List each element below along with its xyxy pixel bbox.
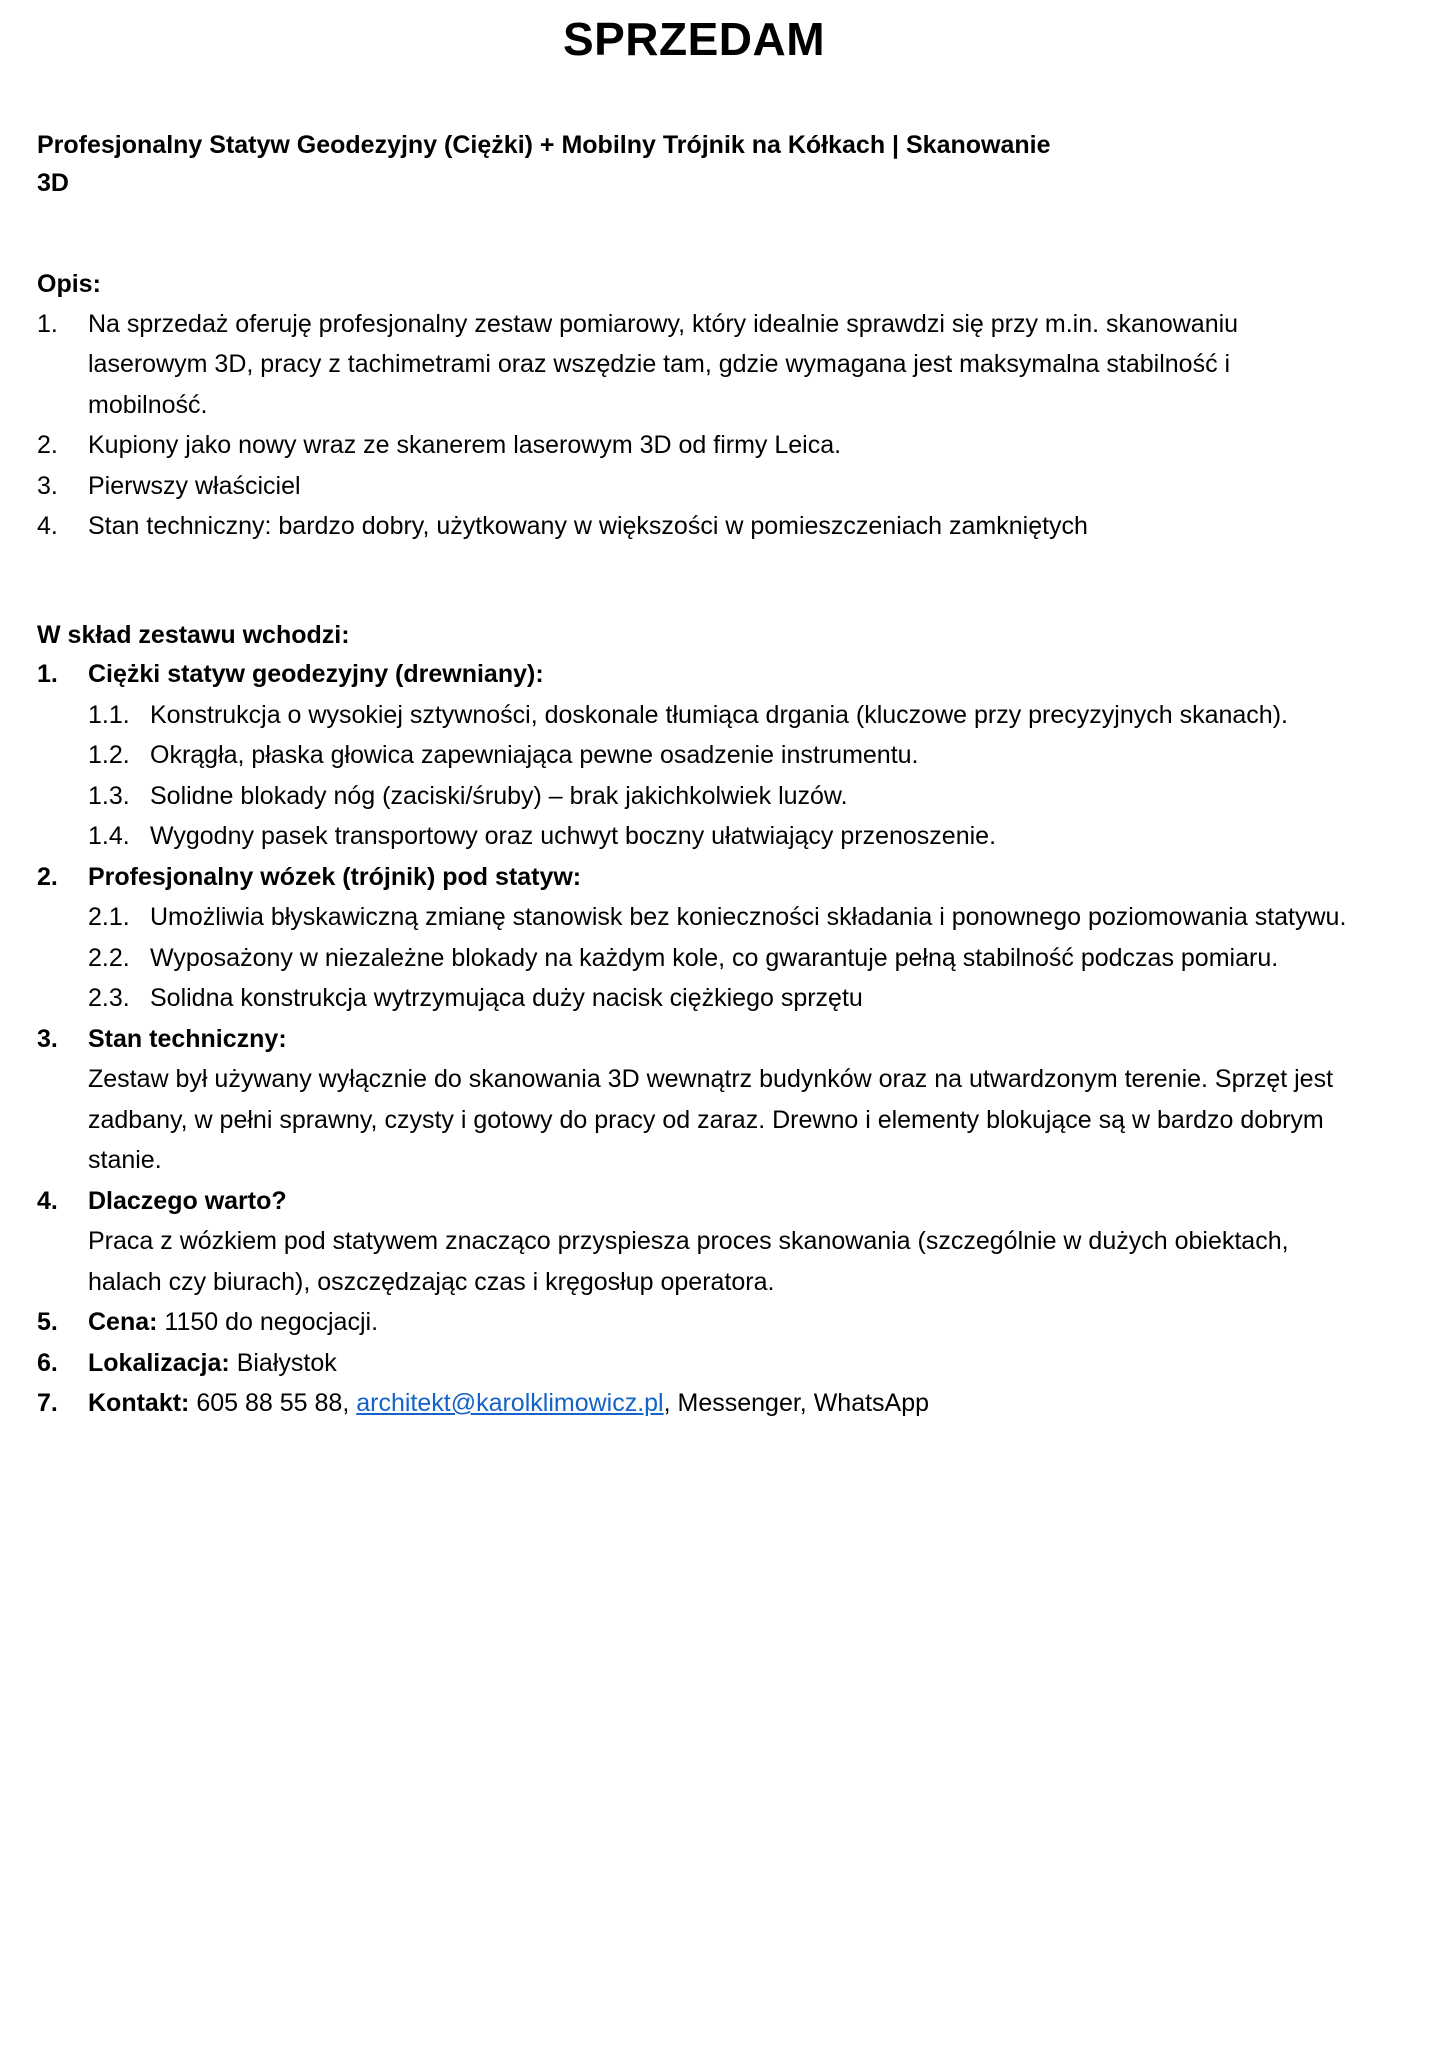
list-item-heading: Ciężki statyw geodezyjny (drewniany): — [88, 660, 544, 688]
contact-channels: , Messenger, WhatsApp — [663, 1389, 930, 1417]
list-item — [37, 1019, 1351, 1181]
location-value: Białystok — [236, 1348, 337, 1377]
list-item-heading: Profesjonalny wózek (trójnik) pod statyw: — [88, 862, 582, 891]
list-item-text: Pierwszy właściciel — [88, 471, 301, 500]
contact-email-link[interactable]: architekt@karolklimowicz.pl — [356, 1389, 664, 1417]
description-list — [37, 304, 1351, 547]
sub-list-item-text: Umożliwia błyskawiczną zmianę stanowisk bez konieczności składania i ponownego poziomowania statywu. — [150, 903, 1347, 931]
sub-list-item-text: Solidna konstrukcja wytrzymująca duży nacisk ciężkiego sprzętu — [150, 984, 863, 1012]
list-item — [37, 466, 1351, 507]
list-marker: 2. — [37, 862, 58, 891]
section-heading-description: Opis: — [37, 270, 101, 298]
list-item — [37, 857, 1351, 1019]
document-subtitle: Profesjonalny Statyw Geodezyjny (Ciężki) + Mobilny Trójnik na Kółkach | Skanowanie 3D — [37, 131, 1051, 197]
sub-list-item — [88, 695, 1351, 736]
list-marker: 1. — [37, 660, 58, 688]
sub-list-item — [88, 897, 1351, 938]
list-item — [37, 506, 1351, 547]
sub-list — [88, 897, 1351, 1019]
list-item-location — [37, 1343, 1351, 1384]
sub-list-item — [88, 816, 1351, 857]
contact-phone: 605 88 55 88, — [196, 1389, 350, 1417]
section-heading-contents: W skład zestawu wchodzi: — [37, 620, 350, 649]
list-marker: 3. — [37, 471, 58, 500]
contact-label: Kontakt: — [88, 1389, 190, 1417]
list-item-body: Praca z wózkiem pod statywem znacząco przyspiesza proces skanowania (szczególnie w dużych obiektach, halach czy biurach), oszczędzając czas i kręgosłup operatora. — [88, 1227, 1289, 1296]
list-marker: 6. — [37, 1348, 58, 1377]
price-value: 1150 do negocjacji. — [164, 1308, 379, 1336]
list-item-body: Zestaw był używany wyłącznie do skanowania 3D wewnątrz budynków oraz na utwardzonym terenie. Sprzęt jest zadbany, w pełni sprawny, czysty i gotowy do pracy od zaraz. Drewno i elementy blokujące są w bardzo dobrym stanie. — [88, 1065, 1334, 1174]
sub-list-marker: 1.2. — [88, 741, 130, 769]
list-marker: 4. — [37, 1186, 58, 1215]
sub-list-item — [88, 735, 1351, 776]
list-marker: 1. — [37, 309, 58, 338]
sub-list-item-text: Okrągła, płaska głowica zapewniająca pewne osadzenie instrumentu. — [150, 741, 919, 769]
sub-list-item-text: Wyposażony w niezależne blokady na każdym kole, co gwarantuje pełną stabilność podczas pomiaru. — [150, 943, 1279, 972]
sub-list-marker: 1.4. — [88, 822, 130, 850]
list-marker: 2. — [37, 431, 58, 459]
sub-list-marker: 1.3. — [88, 781, 130, 810]
location-label: Lokalizacja: — [88, 1348, 230, 1377]
list-item-price — [37, 1302, 1351, 1343]
sub-list-item — [88, 776, 1351, 817]
sub-list-marker: 2.1. — [88, 903, 130, 931]
price-label: Cena: — [88, 1308, 158, 1336]
list-item — [37, 654, 1351, 857]
page-title: SPRZEDAM — [562, 13, 826, 65]
list-item-text: Na sprzedaż oferuję profesjonalny zestaw pomiarowy, który idealnie sprawdzi się przy m.in. skanowaniu laserowym 3D, pracy z tachimetrami oraz wszędzie tam, gdzie wymagana jest maksymalna stabilność i mobilność. — [88, 309, 1239, 419]
sub-list-marker: 2.3. — [88, 984, 130, 1012]
sub-list — [88, 695, 1351, 857]
sub-list-item-text: Konstrukcja o wysokiej sztywności, doskonale tłumiąca drgania (kluczowe przy precyzyjnych skanach). — [150, 700, 1288, 729]
list-marker: 5. — [37, 1308, 58, 1336]
list-marker: 3. — [37, 1024, 58, 1053]
sub-list-marker: 2.2. — [88, 943, 130, 972]
list-item — [37, 304, 1351, 426]
list-item-contact — [37, 1383, 1351, 1424]
list-item-text: Kupiony jako nowy wraz ze skanerem laserowym 3D od firmy Leica. — [88, 431, 842, 459]
sub-list-item — [88, 938, 1351, 979]
list-marker: 7. — [37, 1389, 58, 1417]
sub-list-marker: 1.1. — [88, 700, 130, 729]
sub-list-item-text: Solidne blokady nóg (zaciski/śruby) – brak jakichkolwiek luzów. — [150, 781, 848, 810]
sub-list-item-text: Wygodny pasek transportowy oraz uchwyt boczny ułatwiający przenoszenie. — [150, 822, 997, 850]
list-item — [37, 425, 1351, 466]
list-item-heading: Dlaczego warto? — [88, 1186, 287, 1215]
list-item — [37, 1181, 1351, 1303]
list-item-text: Stan techniczny: bardzo dobry, użytkowany w większości w pomieszczeniach zamkniętych — [88, 512, 1088, 540]
contents-list — [37, 654, 1351, 1424]
sub-list-item — [88, 978, 1351, 1019]
list-marker: 4. — [37, 512, 58, 540]
list-item-heading: Stan techniczny: — [88, 1024, 287, 1053]
